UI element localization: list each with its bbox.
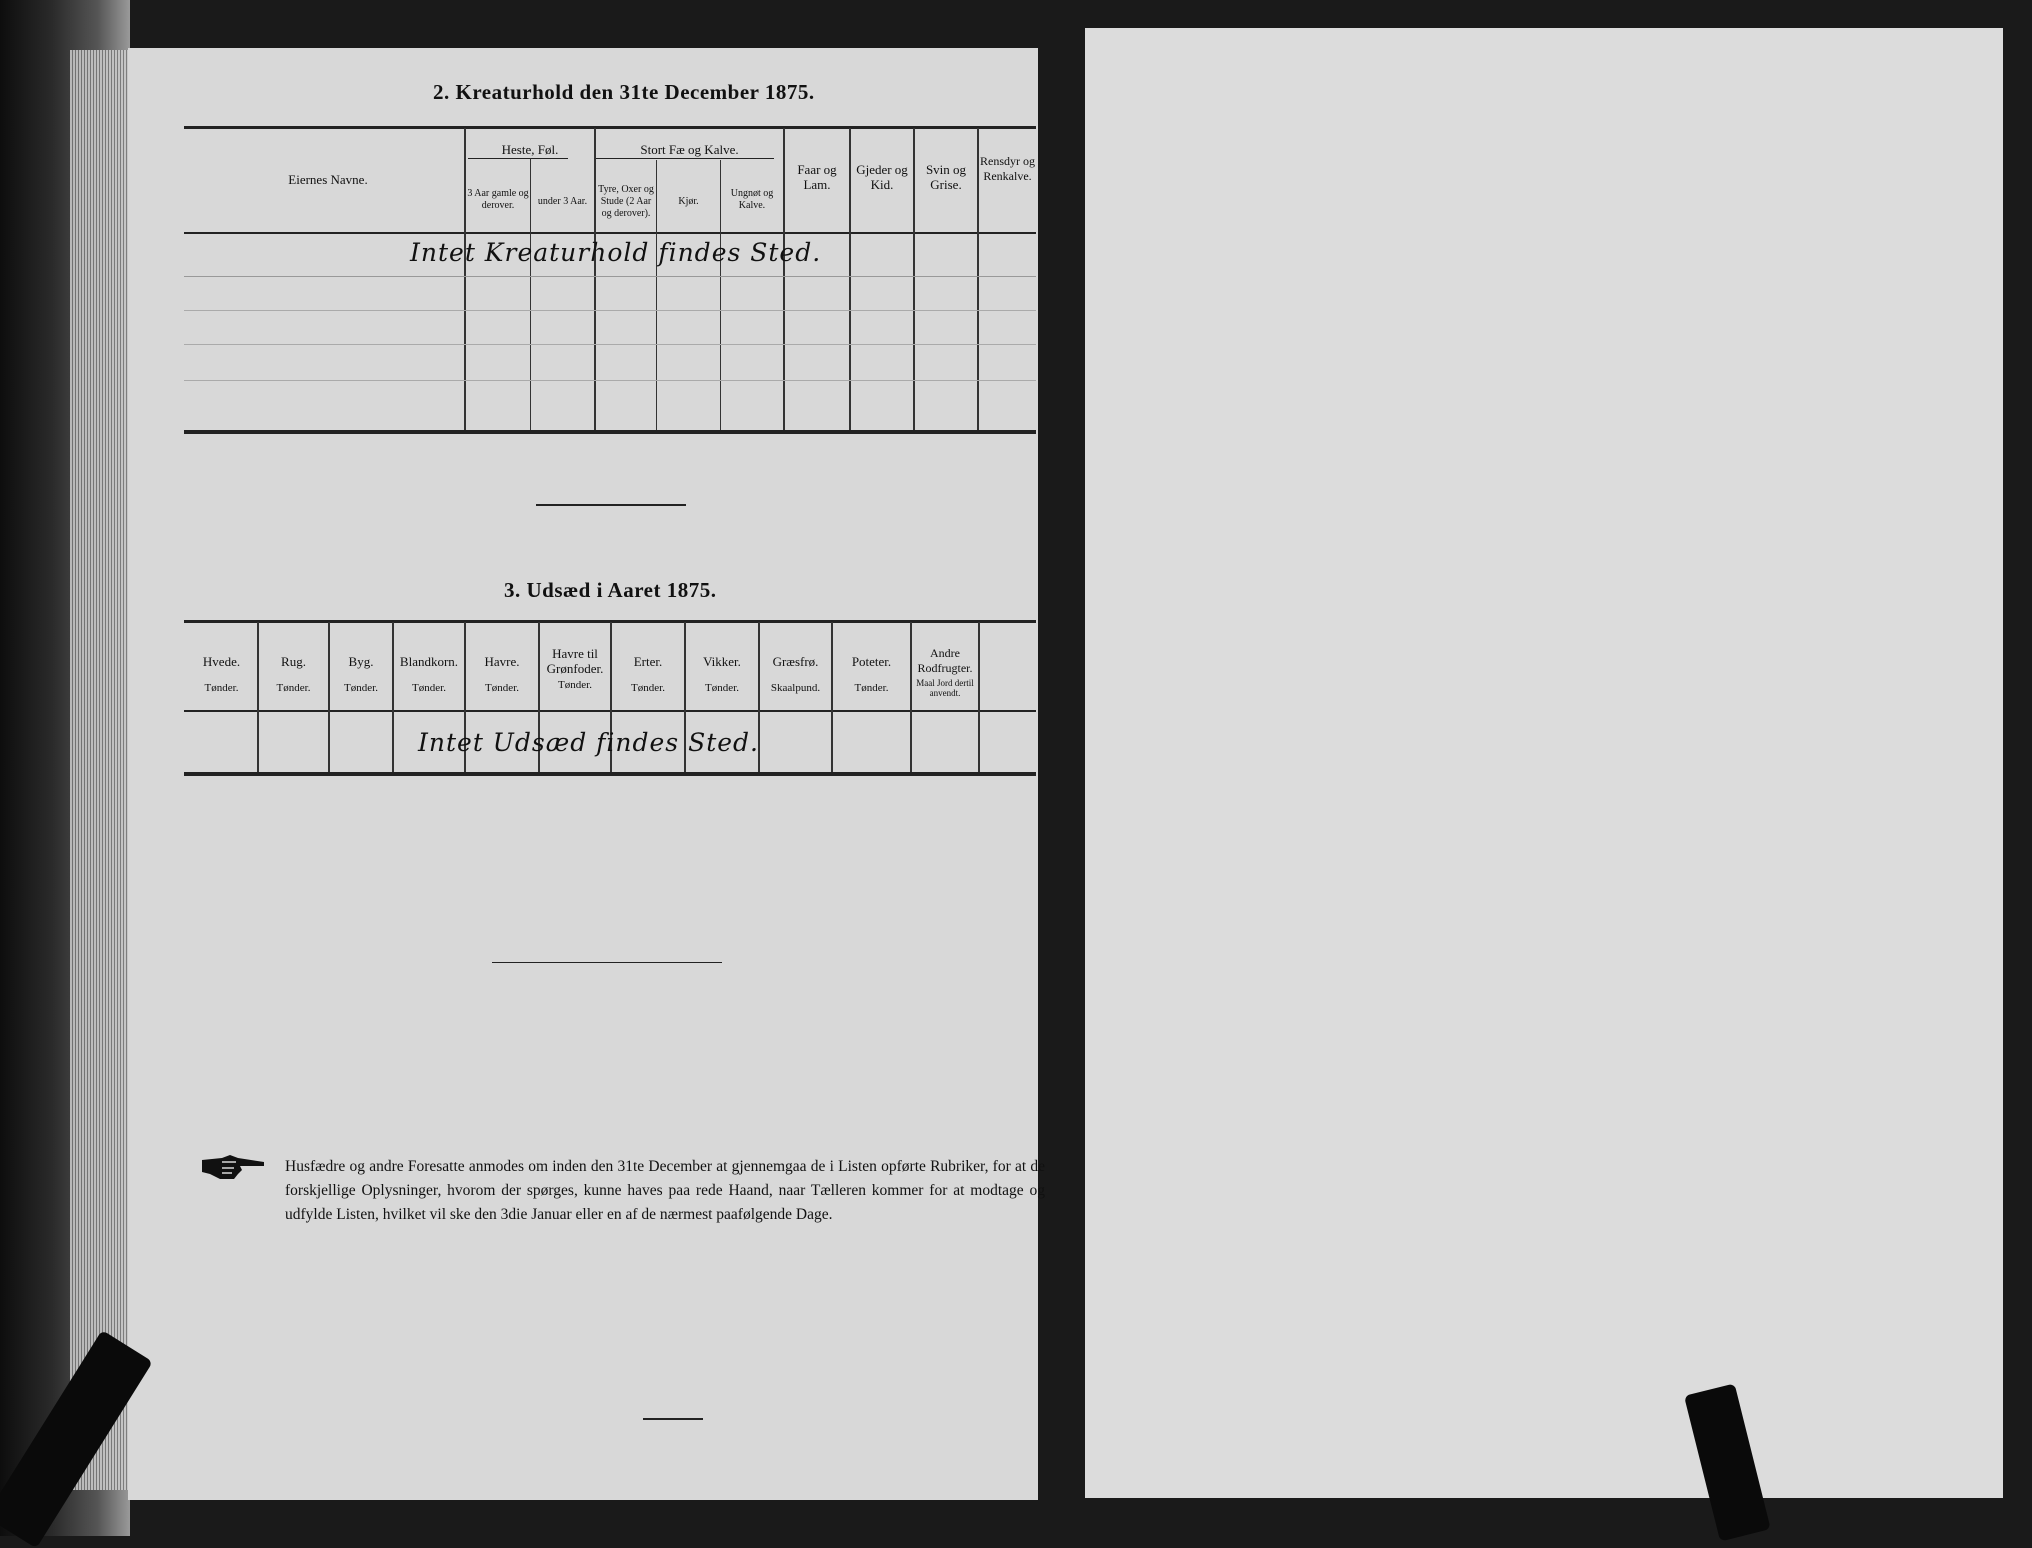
table2-col-line	[594, 128, 596, 430]
header-sheep: Faar og Lam.	[797, 162, 837, 192]
header-wheat: Hvede. Tønder.	[202, 654, 241, 694]
table3-bottom-rule	[184, 772, 1036, 776]
header-barley: Byg. Tønder.	[344, 654, 378, 694]
table2-row-line	[184, 344, 1036, 345]
section2-title: 2. Kreaturhold den 31te December 1875.	[433, 80, 815, 104]
header-vetch: Vikker. Tønder.	[703, 654, 741, 694]
header-horses-young: under 3 Aar.	[537, 196, 588, 207]
header-horses-old: 3 Aar gamle og derover.	[467, 188, 529, 211]
table3-col-line	[392, 622, 394, 772]
header-cattle-young: Ungnøt og Kalve.	[730, 188, 774, 211]
handwritten-livestock-entry: Intet Kreaturhold findes Sted.	[410, 238, 822, 267]
header-pigs: Svin og Grise.	[925, 162, 967, 192]
horses-group-underline	[468, 158, 568, 159]
table2-bottom-rule	[184, 430, 1036, 434]
header-reindeer: Rensdyr og Renkalve.	[980, 154, 1035, 183]
instruction-notice: Husfædre og andre Foresatte anmodes om inden den 31te December at gjennemgaa de i Listen opførte Rubriker, for at de forskjellige Oplysninger, hvorom der spørges, kunne haves paa rede Haand, naar Tælleren kommer for at modtage og udfylde Listen, hvilket vil ske den 3die Januar eller en af de nærmest paafølgende Dage.	[285, 1158, 1045, 1223]
table3-col-line	[978, 622, 980, 772]
header-oats: Havre. Tønder.	[484, 654, 520, 694]
header-goats: Gjeder og Kid.	[856, 162, 908, 192]
table2-row-line	[184, 276, 1036, 277]
header-cattle-cows: Kjør.	[678, 196, 699, 207]
table2-col-line	[464, 128, 466, 430]
table3-col-line	[831, 622, 833, 772]
footer-divider	[643, 1418, 703, 1420]
handwritten-seed-entry: Intet Udsæd findes Sted.	[418, 728, 760, 757]
header-grass-seed: Græsfrø. Skaalpund.	[770, 654, 821, 694]
table2-row-line	[184, 380, 1036, 381]
header-rye: Rug. Tønder.	[276, 654, 311, 694]
page-edges	[70, 50, 128, 1490]
table3-col-line	[328, 622, 330, 772]
header-horses: Heste, Føl.	[501, 142, 559, 157]
right-page	[1085, 28, 2003, 1498]
cattle-group-underline	[594, 158, 774, 159]
section-divider	[536, 504, 686, 506]
table3-col-line	[257, 622, 259, 772]
header-other-root-crops: Andre Rodfrugter. Maal Jord dertil anvendt.	[916, 646, 974, 698]
header-mixed-grain: Blandkorn. Tønder.	[399, 654, 459, 694]
table2-header-rule	[184, 232, 1036, 234]
header-owner-names: Eiernes Navne.	[288, 172, 368, 187]
pointing-hand-icon	[200, 1152, 266, 1182]
section-divider	[492, 962, 722, 963]
table2-top-rule	[184, 126, 1036, 129]
header-oats-fodder: Havre til Grønfoder. Tønder.	[546, 646, 604, 691]
section3-title: 3. Udsæd i Aaret 1875.	[504, 578, 717, 602]
header-peas: Erter. Tønder.	[631, 654, 665, 694]
table2-row-line	[184, 310, 1036, 311]
left-page	[128, 48, 1038, 1500]
header-cattle-bulls: Tyre, Oxer og Stude (2 Aar og derover).	[598, 184, 654, 219]
header-cattle: Stort Fæ og Kalve.	[640, 142, 739, 157]
header-potatoes: Poteter. Tønder.	[851, 654, 892, 694]
